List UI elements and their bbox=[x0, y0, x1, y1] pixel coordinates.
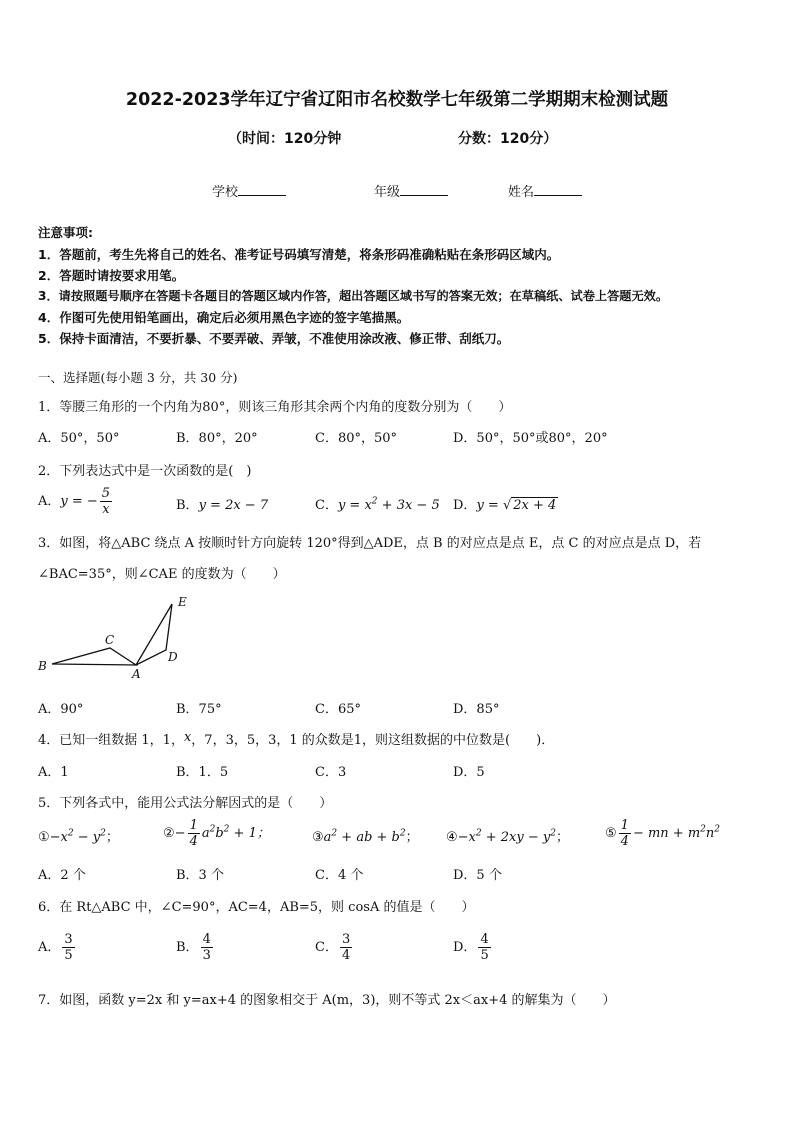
section-heading: 一、选择题(每小题 3 分，共 30 分) bbox=[38, 370, 238, 385]
q4-option-c: C．3 bbox=[315, 765, 347, 780]
notice-item: 2．答题时请按要求用笔。 bbox=[38, 268, 185, 283]
q6-option-c: C． $\frac{3}{4}$ bbox=[315, 932, 351, 963]
page-title: 2022-2023学年辽宁省辽阳市名校数学七年级第二学期期末检测试题 bbox=[125, 90, 669, 110]
notice-item: 4．作图可先使用铅笔画出，确定后必须用黑色字迹的签字笔描黑。 bbox=[38, 310, 410, 325]
grade-field: 年级 bbox=[374, 181, 448, 200]
q6-option-d: D． $\frac{4}{5}$ bbox=[453, 932, 489, 963]
q5-option-a: A．2 个 bbox=[38, 868, 86, 883]
q6-option-a: A． $\frac{3}{5}$ bbox=[38, 932, 73, 963]
q4-option-d: D．5 bbox=[453, 765, 485, 780]
q3-option-a: A．90° bbox=[38, 702, 84, 717]
q3-option-b: B．75° bbox=[176, 702, 222, 717]
label-b: B bbox=[38, 659, 47, 673]
q5-expr-4: $④-x^2 + 2xy - y^2$； bbox=[446, 828, 569, 845]
q1-option-d: D．50°，50°或80°，20° bbox=[453, 431, 608, 446]
q5-expr-3: $③a^2$ + ab + $b^2$； bbox=[312, 828, 419, 845]
notice-item: 5．保持卡面清洁，不要折暴、不要弄破、弄皱，不准使用涂改液、修正带、刮纸刀。 bbox=[38, 331, 510, 346]
school-field: 学校 bbox=[212, 181, 286, 200]
q5-expr-5: ⑤ $\frac{1}{4}$ − mn + $m^2n^2$ bbox=[605, 818, 720, 849]
q2-option-c: C．$y = x^2 + 3x - 5$ bbox=[315, 496, 440, 513]
name-field: 姓名 bbox=[508, 181, 582, 200]
label-a: A bbox=[132, 667, 141, 681]
q5-expr-2: ②− $\frac{1}{4}$ $a^2b^2 + 1$； bbox=[163, 818, 270, 849]
q5-option-d: D．5 个 bbox=[453, 868, 502, 883]
q1-option-a: A．50°，50° bbox=[38, 431, 120, 446]
notice-item: 3．请按照题号顺序在答题卡各题目的答题区域内作答，超出答题区域书写的答案无效；在草稿纸、试卷上答题无效。 bbox=[38, 289, 669, 303]
rotation-triangle-figure bbox=[30, 590, 200, 685]
label-e: E bbox=[178, 595, 187, 609]
q1-option-b: B．80°，20° bbox=[176, 431, 258, 446]
q2-option-b: B．y = 2x − 7 bbox=[176, 498, 269, 513]
question-3-stem-line2: ∠BAC=35°，则∠CAE 的度数为（ ） bbox=[38, 567, 286, 582]
question-3-stem-line1: 3．如图，将△ABC 绕点 A 按顺时针方向旋转 120°得到△ADE，点 B 的对应点是点 E，点 C 的对应点是点 D，若 bbox=[38, 536, 702, 551]
q6-option-b: B． $\frac{4}{3}$ bbox=[176, 932, 211, 963]
q2-option-a: A．y = − $\frac{5}{x}$ bbox=[38, 486, 111, 517]
notice-item: 1．答题前，考生先将自己的姓名、准考证号码填写清楚，将条形码准确粘贴在条形码区域内。 bbox=[38, 247, 560, 262]
q4-option-a: A．1 bbox=[38, 765, 69, 780]
q4-option-b: B．1．5 bbox=[176, 765, 229, 780]
question-2-stem: 2．下列表达式中是一次函数的是( ) bbox=[38, 464, 252, 479]
label-d: D bbox=[168, 650, 178, 664]
question-6-stem: 6．在 Rt△ABC 中，∠C=90°，AC=4，AB=5，则 cosA 的值是（ ） bbox=[38, 900, 475, 915]
question-1-stem: 1．等腰三角形的一个内角为80°，则该三角形其余两个内角的度数分别为（ ） bbox=[38, 400, 512, 415]
q5-option-c: C．4 个 bbox=[315, 868, 364, 883]
exam-time: （时间：120分钟 bbox=[228, 131, 342, 147]
q1-option-c: C．80°，50° bbox=[315, 431, 398, 446]
triangle-ade bbox=[136, 604, 172, 665]
q3-option-c: C．65° bbox=[315, 702, 361, 717]
q2-option-d: D．y = √ 2x + 4 bbox=[453, 498, 557, 513]
label-c: C bbox=[105, 633, 115, 647]
q5-option-b: B．3 个 bbox=[176, 868, 224, 883]
question-4-stem: 4．已知一组数据 1，1，x，7，3，5，3，1 的众数是1，则这组数据的中位数是( )． bbox=[38, 730, 555, 748]
notice-heading: 注意事项: bbox=[38, 225, 93, 240]
q5-expr-1: $①-x^2 - y^2$； bbox=[38, 828, 119, 845]
exam-score: 分数：120分） bbox=[458, 131, 558, 147]
q3-option-d: D．85° bbox=[453, 702, 500, 717]
triangle-abc bbox=[52, 648, 136, 665]
question-5-stem: 5．下列各式中，能用公式法分解因式的是（ ） bbox=[38, 796, 333, 811]
question-7-stem: 7．如图，函数 y=2x 和 y=ax+4 的图象相交于 A(m，3)，则不等式 2x＜ax+4 的解集为（ ） bbox=[38, 993, 616, 1008]
